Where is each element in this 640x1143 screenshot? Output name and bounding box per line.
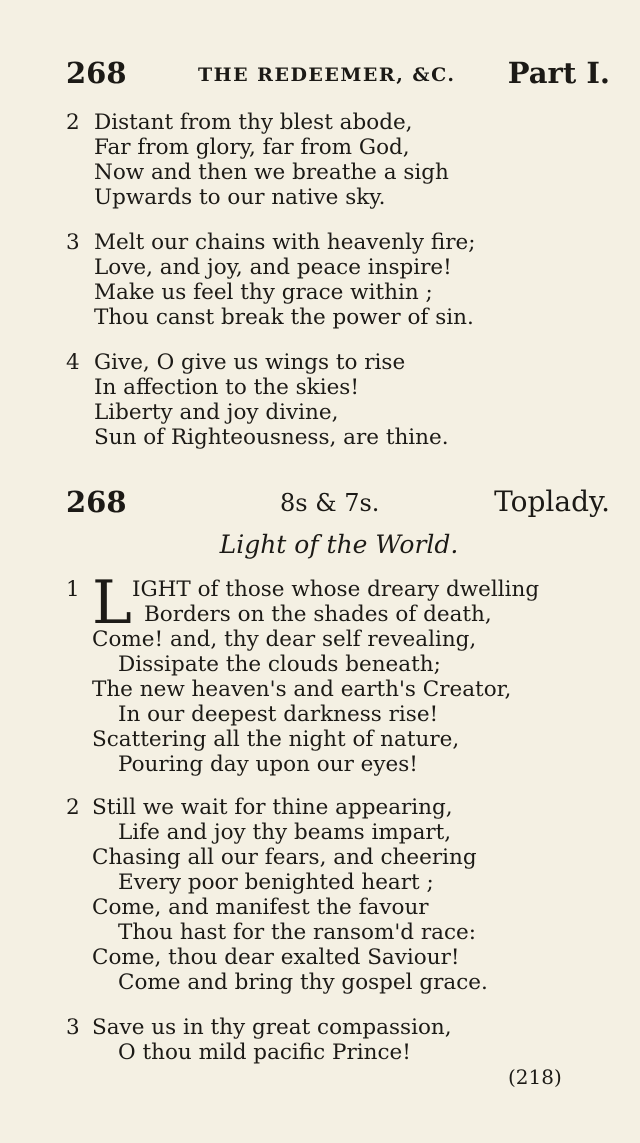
verse-line: Give, O give us wings to rise bbox=[94, 350, 406, 375]
stanza-number: 1 bbox=[66, 577, 80, 602]
verse-line: In our deepest darkness rise! bbox=[118, 702, 439, 727]
verse-line: Come, thou dear exalted Saviour! bbox=[92, 945, 460, 970]
stanza-number: 3 bbox=[66, 230, 80, 255]
verse-line: Melt our chains with heavenly fire; bbox=[94, 230, 476, 255]
part-label: Part I. bbox=[507, 56, 610, 90]
verse-line: Come, and manifest the favour bbox=[92, 895, 429, 920]
verse-line: Come and bring thy gospel grace. bbox=[118, 970, 488, 995]
verse-line: Save us in thy great compassion, bbox=[92, 1015, 452, 1040]
verse-line: Distant from thy blest abode, bbox=[94, 110, 413, 135]
hymn-number: 268 bbox=[66, 485, 127, 519]
verse-line: Borders on the shades of death, bbox=[144, 602, 492, 627]
verse-line: Every poor benighted heart ; bbox=[118, 870, 434, 895]
running-header bbox=[66, 56, 610, 90]
verse-line: Make us feel thy grace within ; bbox=[94, 280, 433, 305]
hymn-heading bbox=[66, 485, 610, 521]
verse-line: Chasing all our fears, and cheering bbox=[92, 845, 477, 870]
verse-line: Far from glory, far from God, bbox=[94, 135, 410, 160]
verse-line: Come! and, thy dear self revealing, bbox=[92, 627, 477, 652]
verse-line: Scattering all the night of nature, bbox=[92, 727, 460, 752]
drop-cap: L bbox=[92, 568, 132, 638]
verse-line: Thou canst break the power of sin. bbox=[94, 305, 474, 330]
verse-line: The new heaven's and earth's Creator, bbox=[92, 677, 512, 702]
hymn-meter: 8s & 7s. bbox=[280, 489, 380, 517]
stanza-number: 4 bbox=[66, 350, 80, 375]
verse-line: IGHT of those whose dreary dwelling bbox=[132, 577, 540, 602]
verse-line: Love, and joy, and peace inspire! bbox=[94, 255, 452, 280]
stanza-number: 2 bbox=[66, 110, 80, 135]
verse-line: Dissipate the clouds beneath; bbox=[118, 652, 441, 677]
stanza-number: 3 bbox=[66, 1015, 80, 1040]
verse-line: Still we wait for thine appearing, bbox=[92, 795, 453, 820]
hymn-author: Toplady. bbox=[494, 485, 610, 518]
verse-line: Upwards to our native sky. bbox=[94, 185, 386, 210]
stanza-number: 2 bbox=[66, 795, 80, 820]
verse-line: Pouring day upon our eyes! bbox=[118, 752, 418, 777]
verse-line: Thou hast for the ransom'd race: bbox=[118, 920, 476, 945]
verse-line: Sun of Righteousness, are thine. bbox=[94, 425, 449, 450]
verse-line: O thou mild pacific Prince! bbox=[118, 1040, 411, 1065]
footer-page-label: (218) bbox=[508, 1065, 562, 1089]
verse-line: In affection to the skies! bbox=[94, 375, 359, 400]
hymn-title: Light of the World. bbox=[219, 530, 459, 559]
verse-line: Life and joy thy beams impart, bbox=[118, 820, 452, 845]
page-number: 268 bbox=[66, 56, 127, 90]
running-title: THE REDEEMER, &C. bbox=[198, 64, 456, 86]
verse-line: Liberty and joy divine, bbox=[94, 400, 339, 425]
verse-line: Now and then we breathe a sigh bbox=[94, 160, 449, 185]
